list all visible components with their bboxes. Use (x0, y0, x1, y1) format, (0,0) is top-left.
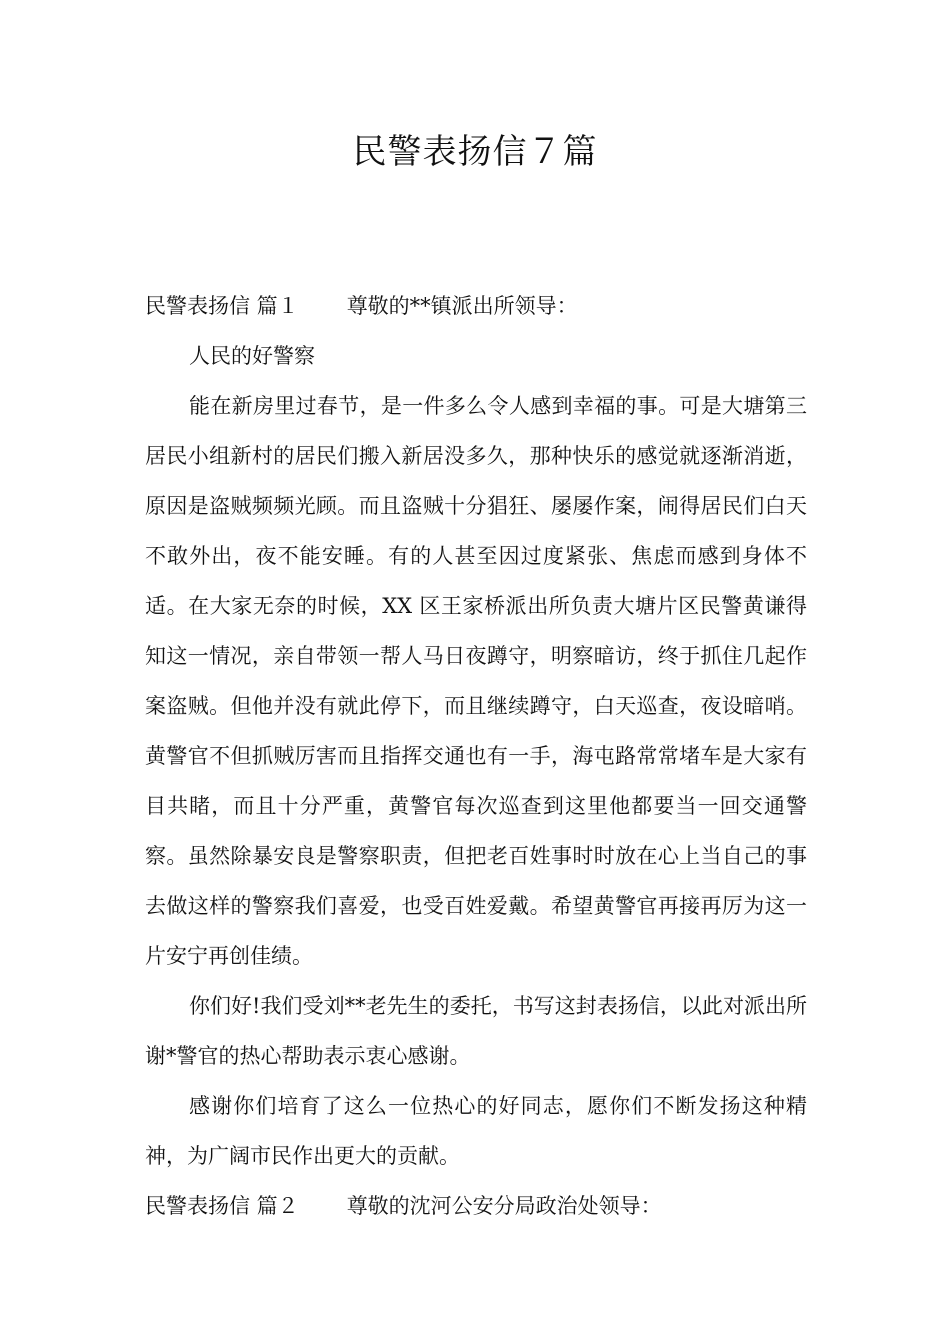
section-heading-2 (145, 1181, 807, 1231)
section-heading-1 (145, 281, 807, 331)
paragraph: 你们好!我们受刘**老先生的委托，书写这封表扬信，以此对派出所谢*警官的热心帮助表示衷心感谢。 (145, 994, 807, 1068)
paragraph: 感谢你们培育了这么一位热心的好同志，愿你们不断发扬这种精神，为广阔市民作出更大的贡献。 (145, 1094, 807, 1168)
paragraph: 人民的好警察 (189, 344, 315, 368)
section-salutation: 尊敬的沈河公安分局政治处领导： (346, 1194, 662, 1218)
section-title: 民警表扬信 篇２ (145, 1194, 299, 1218)
document-body (145, 281, 807, 1231)
paragraph: 能在新房里过春节，是一件多么令人感到幸福的事。可是大塘第三居民小组新村的居民们搬入新居没多久，那种快乐的感觉就逐渐消逝，原因是盗贼频频光顾。而且盗贼十分猖狂、屡屡作案，闹得居民们白天不敢外出，夜不能安睡。有的人甚至因过度紧张、焦虑而感到身体不适。在大家无奈的时候，XX 区王家桥派出所负责大塘片区民警黄谦得知这一情况，亲自带领一帮人马日夜蹲守，明察暗访，终于抓住几起作案盗贼。但他并没有就此停下，而且继续蹲守，白天巡查，夜设暗哨。黄警官不但抓贼厉害而且指挥交通也有一手，海屯路常常堵车是大家有目共睹，而且十分严重，黄警官每次巡查到这里他都要当一回交通警察。虽然除暴安良是警察职责，但把老百姓事时时放在心上当自己的事去做这样的警察我们喜爱，也受百姓爱戴。希望黄警官再接再厉为这一片安宁再创佳绩。 (145, 394, 807, 968)
document-title: 民警表扬信７篇 (352, 132, 598, 172)
section-salutation: 尊敬的**镇派出所领导： (346, 294, 578, 318)
section-title: 民警表扬信 篇１ (145, 294, 299, 318)
